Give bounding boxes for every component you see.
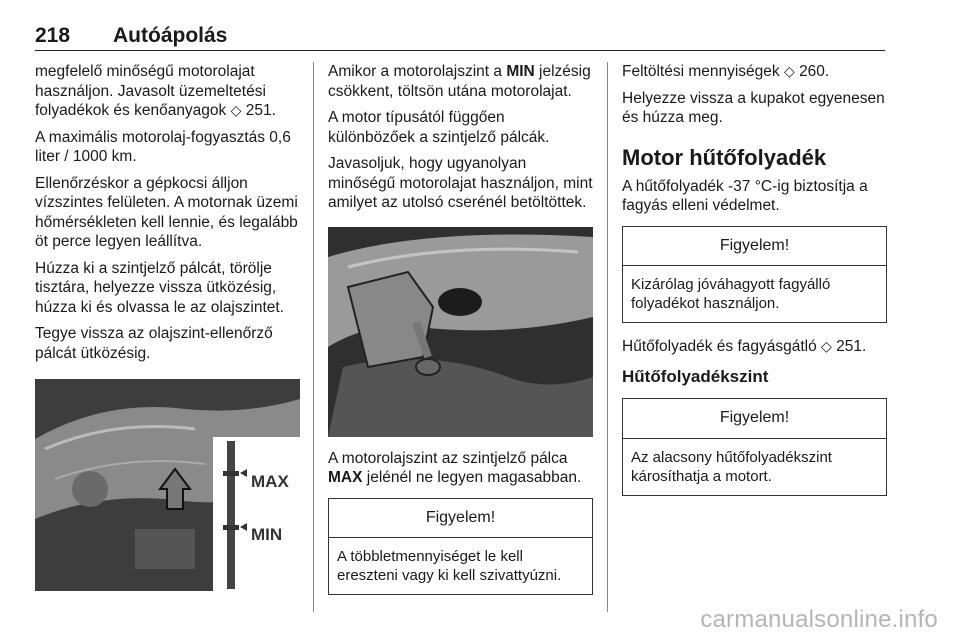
column-2: [328, 62, 593, 609]
reference-arrow-icon: ◇: [783, 63, 795, 79]
warning-notice-box: [328, 498, 593, 596]
subsection-heading: Hűtőfolyadékszint: [622, 366, 769, 386]
reference-arrow-icon: ◇: [230, 102, 242, 118]
notice-title: Figyelem!: [623, 399, 886, 439]
column-1: [35, 62, 300, 591]
chapter-title: Autóápolás: [113, 24, 228, 47]
max-label: MAX: [328, 469, 363, 486]
paragraph: A motorolajszint az szintjelző pálca MAX jelénél ne legyen magasabban.: [328, 449, 582, 486]
oil-filling-figure: [328, 227, 593, 437]
paragraph: Feltöltési mennyiségek ◇ 260.: [622, 63, 830, 80]
watermark: carmanualsonline.info: [700, 606, 938, 633]
reference-arrow-icon: ◇: [821, 338, 832, 354]
paragraph: Amikor a motorolajszint a MIN jelzésig csökkent, töltsön utána motorolajat.: [328, 63, 591, 100]
paragraph: Tegye vissza az olajszint-ellenőrző pálcát ütközésig.: [35, 325, 273, 362]
paragraph: megfelelő minőségű motorolajat használjon. Javasolt üzemeltetési folyadékok és kenőanyagok ◇ 251.: [35, 63, 276, 119]
warning-notice-box: [622, 398, 887, 496]
notice-body: A többletmennyiséget le kell ereszteni vagy ki kell szivattyúzni.: [337, 548, 562, 584]
paragraph: A maximális motorolaj-fogyasztás 0,6 liter / 1000 km.: [35, 128, 291, 165]
column-divider: [607, 62, 608, 612]
paragraph: Hűtőfolyadék és fagyásgátló ◇ 251.: [622, 338, 867, 355]
min-label: MIN: [506, 63, 535, 80]
page-number: 218: [35, 24, 71, 47]
page-header: [35, 18, 885, 51]
page-reference-link[interactable]: 251.: [836, 338, 867, 355]
paragraph: Helyezze vissza a kupakot egyenesen és húzza meg.: [622, 89, 885, 126]
column-divider: [313, 62, 314, 612]
page-reference-link[interactable]: 251.: [245, 102, 276, 119]
column-3: [622, 62, 887, 510]
section-heading: Motor hűtőfolyadék: [622, 144, 827, 170]
notice-title: Figyelem!: [623, 227, 886, 267]
oil-filling-illustration: [328, 227, 593, 437]
paragraph: A motor típusától függően különbözőek a szintjelző pálcák.: [328, 109, 550, 146]
min-mark-label: MIN: [251, 525, 283, 544]
paragraph: Ellenőrzéskor a gépkocsi álljon vízszintes felületen. A motornak üzemi hőmérsékleten kell lennie, és legalább öt perce legyen leállítva.: [35, 174, 298, 250]
paragraph: Javasoljuk, hogy ugyanolyan minőségű motorolajat használjon, mint amilyet az utolsó cserénél betöltöttek.: [328, 155, 593, 211]
paragraph: A hűtőfolyadék -37 °C-ig biztosítja a fagyás elleni védelmet.: [622, 177, 868, 214]
warning-notice-box: [622, 226, 887, 324]
notice-body: Kizárólag jóváhagyott fagyálló folyadékot használjon.: [631, 276, 831, 312]
max-mark-label: MAX: [251, 472, 289, 491]
page-reference-link[interactable]: 260.: [799, 63, 830, 80]
notice-body: Az alacsony hűtőfolyadékszint károsíthatja a motort.: [631, 448, 832, 485]
paragraph: Húzza ki a szintjelző pálcát, törölje tisztára, helyezze vissza ütközésig, húzza ki és olvassa le az olajszintet.: [35, 259, 284, 316]
notice-title: Figyelem!: [329, 499, 592, 539]
dipstick-figure: [35, 379, 300, 591]
